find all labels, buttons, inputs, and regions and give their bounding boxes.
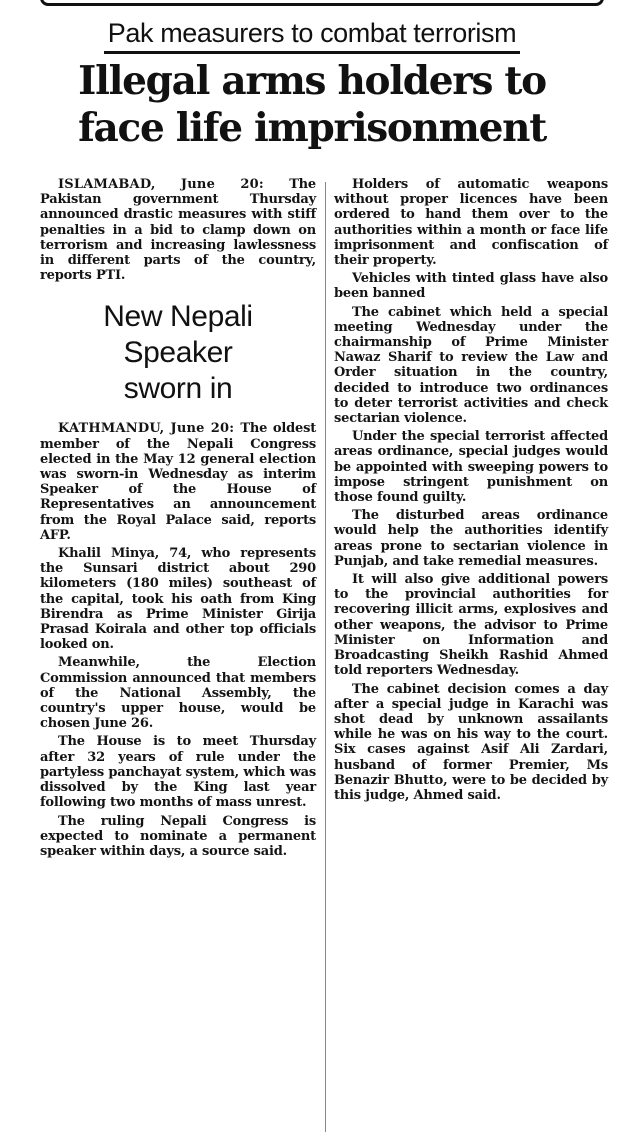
intro-text: The Pakistan government Thursday announced drastic measures with stiff penalties in a bid to clamp down on terrorism and increasing lawlessness in different parts of the country, reports PTI. (40, 177, 316, 284)
nepal-paragraph-2: Khalil Minya, 74, who represents the Sunsari district about 290 kilometers (180 miles) southeast of the capital, took his oath from King Birendra as Prime Minister Girija Prasad Koirala and other top officials looked on. (40, 546, 316, 653)
nepal-paragraph-1 (40, 421, 316, 543)
nepal-text-1: The oldest member of the Nepali Congress elected in the May 12 general election was sworn-in Wednesday as interim Speaker of the House of Representatives an announcement from the Royal Palace said, reports AFP. (40, 421, 317, 543)
sub-headline (40, 299, 316, 407)
kicker-text: Pak measurers to combat terrorism (104, 16, 520, 54)
subhead-line-3: sworn in (123, 372, 233, 406)
subhead-line-2: Speaker (123, 336, 233, 370)
headline-line-1: Illegal arms holders to (78, 58, 546, 104)
left-column (40, 177, 316, 862)
pak-paragraph-3: The cabinet which held a special meeting Wednesday under the chairmanship of Prime Minister Nawaz Sharif to review the Law and Order situation in the country, decided to introduce two ordinances to deter terrorist activities and check sectarian violence. (334, 304, 608, 427)
pak-paragraph-5: The disturbed areas ordinance would help the authorities identify areas prone to sectarian violence in Punjab, and take remedial measures. (334, 508, 608, 569)
top-frame-border (40, 0, 604, 6)
nepal-paragraph-5: The ruling Nepali Congress is expected to nominate a permanent speaker within days, a source said. (40, 813, 316, 859)
main-headline (0, 58, 624, 152)
pak-paragraph-7: The cabinet decision comes a day after a special judge in Karachi was shot dead by unknown assailants while he was on his way to the court. Six cases against Asif Ali Zardari, husband of former Premier, Ms Benazir Bhutto, were to be decided by this judge, Ahmed said. (334, 681, 608, 803)
headline-line-2: face life imprisonment (78, 105, 546, 151)
intro-dateline: ISLAMABAD, June 20: (58, 177, 290, 192)
pak-paragraph-2: Vehicles with tinted glass have also been banned (334, 271, 608, 302)
pak-paragraph-4: Under the special terrorist affected areas ordinance, special judges would be appointed with sweeping powers to impose stringent punishment on those found guilty. (334, 429, 608, 506)
nepal-paragraph-4: The House is to meet Thursday after 32 years of rule under the partyless panchayat system, which was dissolved by the King last year following two months of mass unrest. (40, 734, 316, 811)
right-column (334, 177, 608, 806)
pak-paragraph-6: It will also give additional powers to the provincial authorities for recovering illicit arms, explosives and other weapons, the advisor to Prime Minister on Information and Broadcasting Sheikh Rashid Ahmed told reporters Wednesday. (334, 572, 608, 679)
column-divider (325, 182, 326, 1132)
kicker-headline (0, 16, 624, 54)
nepal-dateline: KATHMANDU, June 20: (58, 421, 241, 437)
intro-paragraph (40, 177, 316, 283)
subhead-line-1: New Nepali (103, 300, 253, 334)
nepal-paragraph-3: Meanwhile, the Election Commission announced that members of the National Assembly, the country's upper house, would be chosen June 26. (40, 655, 316, 732)
pak-paragraph-1: Holders of automatic weapons without proper licences have been ordered to hand them over to the authorities within a month or face life imprisonment and confiscation of their property. (334, 177, 608, 269)
